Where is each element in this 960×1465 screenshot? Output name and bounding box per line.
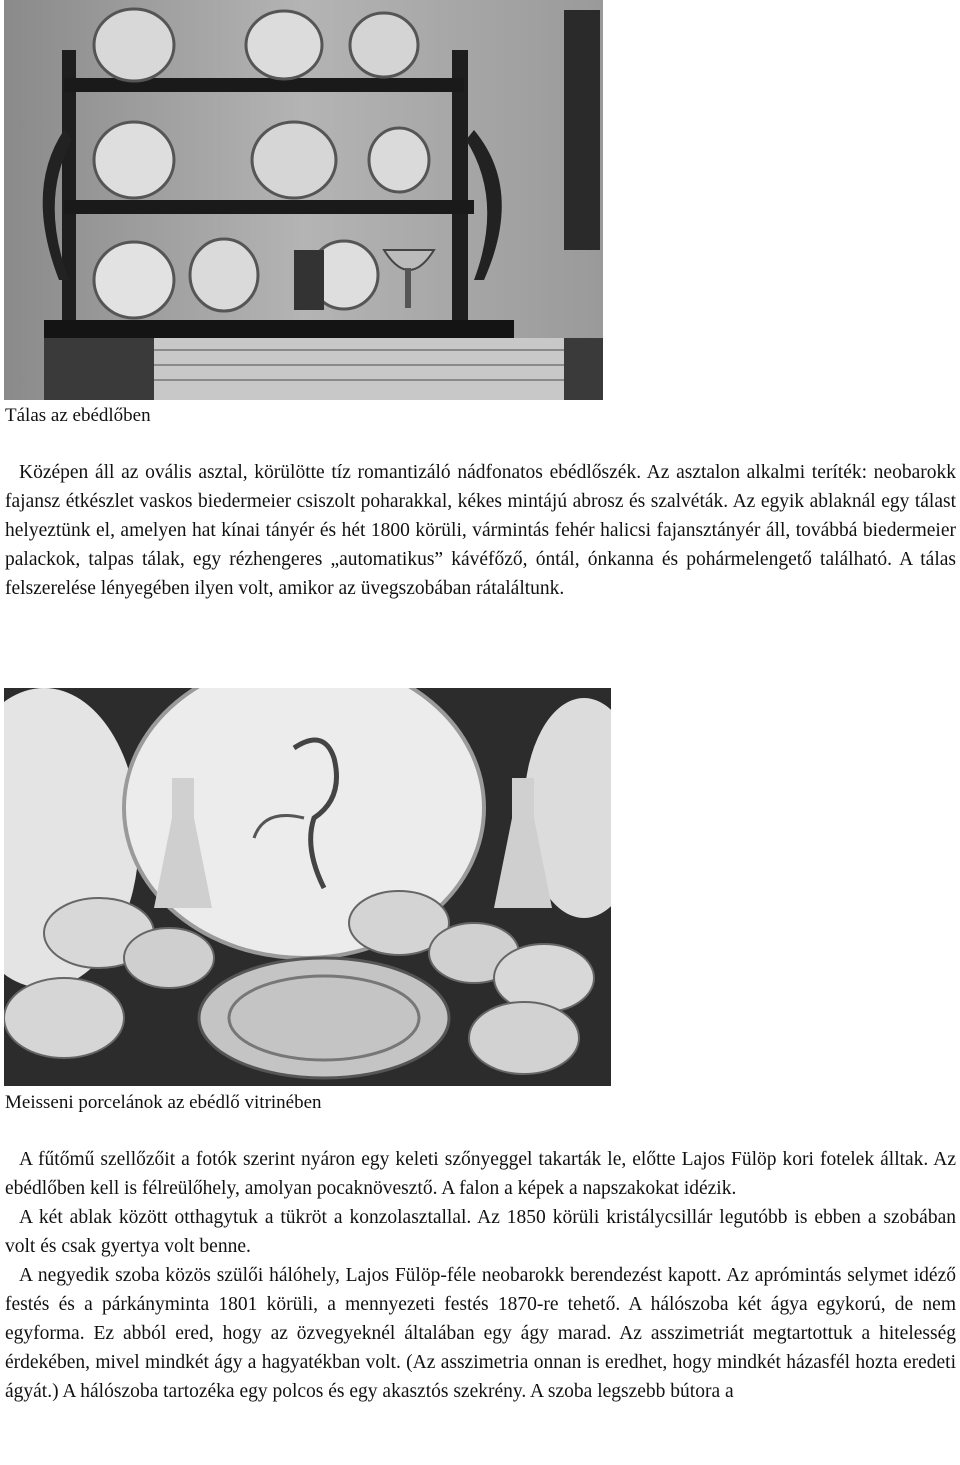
figure-caption-2: Meisseni porcelánok az ebédlő vitrinében [5,1092,322,1113]
text-block-1 [5,458,956,603]
figure-caption-1: Tálas az ebédlőben [5,405,151,426]
paragraph: Középen áll az ovális asztal, körülötte tíz romantizáló nádfonatos ebédlőszék. Az asztalon alkalmi teríték: neobarokk fajansz étkészlet vaskos biedermeier csiszolt poharakkal, kékes mintájú abrosz és szalvéták. Az egyik ablaknál egy tálast helyeztünk el, amelyen hat kínai tányér és hét 1800 körüli, vármintás fehér halicsi fajansztányér áll, továbbá biedermeier palackok, talpas tálak, egy rézhengeres „automatikus” kávéfőző, óntál, ónkanna és pohármelengető található. A tálas felszerelése lényegében ilyen volt, amikor az üvegszobában rátaláltunk. [5,462,956,599]
porcelain-photo-illustration [4,688,611,1086]
paragraph: A fűtőmű szellőzőit a fotók szerint nyáron egy keleti szőnyeggel takarták le, előtte Lajos Fülöp kori fotelek álltak. Az ebédlőben kell is félreülőhely, amolyan pocaknövesztő. A falon a képek a napszakokat idézik. [5,1149,956,1199]
paragraph: A két ablak között otthagytuk a tükröt a konzolasztallal. Az 1850 körüli kristálycsillár legutóbb is ebben a szobában volt és csak gyertya volt benne. [5,1207,956,1257]
text-block-2 [5,1145,956,1406]
shelf-photo-illustration [4,0,603,400]
photo-porcelain-vitrine [4,688,611,1086]
photo-shelf-with-plates [4,0,603,400]
paragraph: A negyedik szoba közös szülői hálóhely, Lajos Fülöp-féle neobarokk berendezést kapott. Az aprómintás selymet idéző festés és a párkányminta 1801 körüli, a mennyezeti festés 1870-re tehető. A hálószoba két ágya egykorú, de nem egyforma. Ez abból ered, hogy az özvegyeknél általában egy ágy marad. Az asszimetriát megtartottuk a hitelesség érdekében, mivel mindkét ágy a hagyatékban volt. (Az asszimetria onnan is eredhet, hogy mindkét házasfél hozta eredeti ágyát.) A hálószoba tartozéka egy polcos és egy akasztós szekrény. A szoba legszebb bútora a [5,1265,956,1402]
